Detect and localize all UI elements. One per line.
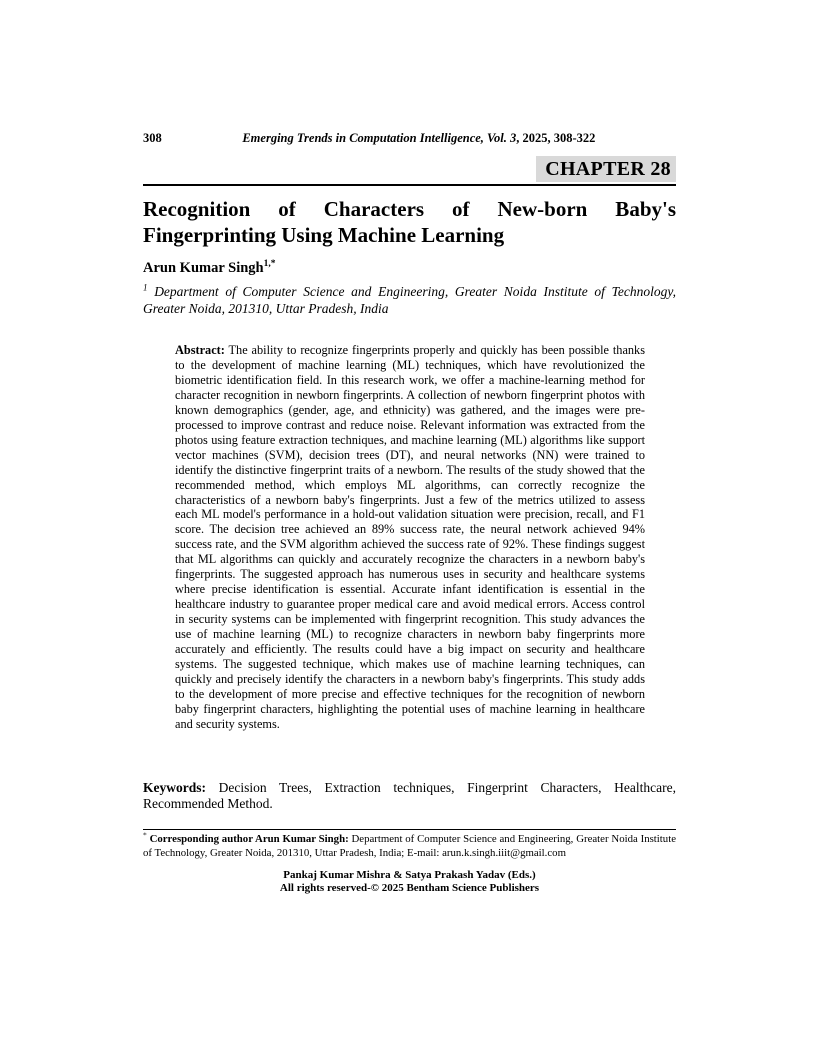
keywords xyxy=(143,780,676,812)
abstract-text: The ability to recognize fingerprints properly and quickly has been possible thanks to the development of machine learning (ML) techniques, which have revolutionized the biometric identification field. In this research work, we offer a machine-learning method for character recognition in newborn fingerprints. A collection of newborn fingerprint photos with known demographics (gender, age, and ethnicity) was gathered, and the images were pre-processed to improve contrast and reduce noise. Relevant information was extracted from the photos using feature extraction techniques, and machine learning (ML) algorithms like support vector machines (SVM), decision trees (DT), and neural networks (NN) were trained to identify the distinctive fingerprint traits of a newborn. The results of the study showed that the recommended method, which employs ML algorithms, can correctly recognize the characteristics of a newborn baby's fingerprints. Just a few of the metrics utilized to assess each ML model's performance in a hold-out validation situation were precision, recall, and F1 score. The decision tree achieved an 89% success rate, the neural network achieved 94% success rate, and the SVM algorithm achieved the success rate of 92%. These findings suggest that ML algorithms can quickly and accurately recognize the characters in a newborn baby's fingerprints. The suggested approach has numerous uses in security and healthcare systems where precise identification is essential. Accurate infant identification is essential in the healthcare industry to guarantee proper medical care and avoid medical errors. Access control in security systems can be implemented with fingerprint recognition. This study advances the use of machine learning (ML) to recognize characters in newborn baby fingerprints more accurately and efficiently. The results could have a big impact on security and healthcare systems. The suggested technique, which makes use of machine learning techniques, can quickly and precisely identify the characters in a newborn baby's fingerprints. This study adds to the development of more precise and effective techniques for the recognition of newborn baby fingerprint characters, highlighting the potential uses of machine learning in healthcare and security systems. xyxy=(175,343,645,731)
running-title xyxy=(162,131,676,146)
footnote-rule xyxy=(143,829,676,830)
keywords-text: Decision Trees, Extraction techniques, Fingerprint Characters, Healthcare, Recommended Method. xyxy=(143,780,676,811)
chapter-label: CHAPTER 28 xyxy=(536,156,676,182)
paper-title-line1: Recognition of Characters of New-born Baby's xyxy=(143,197,676,221)
footnote-bold: Corresponding author Arun Kumar Singh: xyxy=(146,833,349,845)
running-title-journal: Emerging Trends in Computation Intelligence, Vol. 3 xyxy=(242,131,517,145)
footnote-text: Department of Computer Science and Engineering, Greater Noida Institute of Technology, Greater Noida, 201310, Uttar Pradesh, India; E-mail: arun.k.singh.iiit@gmail.com xyxy=(143,833,676,859)
header-rule xyxy=(143,184,676,186)
corresponding-author-footnote xyxy=(143,830,676,861)
editors-line: Pankaj Kumar Mishra & Satya Prakash Yadav (Eds.) xyxy=(283,869,536,881)
publisher-footer xyxy=(143,869,676,895)
footnote-marker: * xyxy=(143,830,147,840)
paper-title xyxy=(143,196,676,248)
author-superscript: 1,* xyxy=(263,259,276,270)
author-line xyxy=(143,260,676,277)
rights-line: All rights reserved-© 2025 Bentham Science Publishers xyxy=(279,882,540,894)
chapter-row xyxy=(143,156,676,182)
paper-title-line2: Fingerprinting Using Machine Learning xyxy=(143,223,505,247)
running-header xyxy=(143,131,676,146)
keywords-label: Keywords: xyxy=(143,780,206,795)
abstract xyxy=(175,343,645,732)
affiliation-text: Department of Computer Science and Engineering, Greater Noida Institute of Technology, Greater Noida, 201310, Uttar Pradesh, India xyxy=(143,284,676,316)
abstract-label: Abstract: xyxy=(175,343,225,357)
running-title-volume-pages: , 2025, 308-322 xyxy=(516,131,596,145)
affiliation-superscript: 1 xyxy=(143,282,148,293)
author-name: Arun Kumar Singh xyxy=(143,260,264,276)
page-number: 308 xyxy=(143,131,162,145)
affiliation xyxy=(143,284,676,317)
